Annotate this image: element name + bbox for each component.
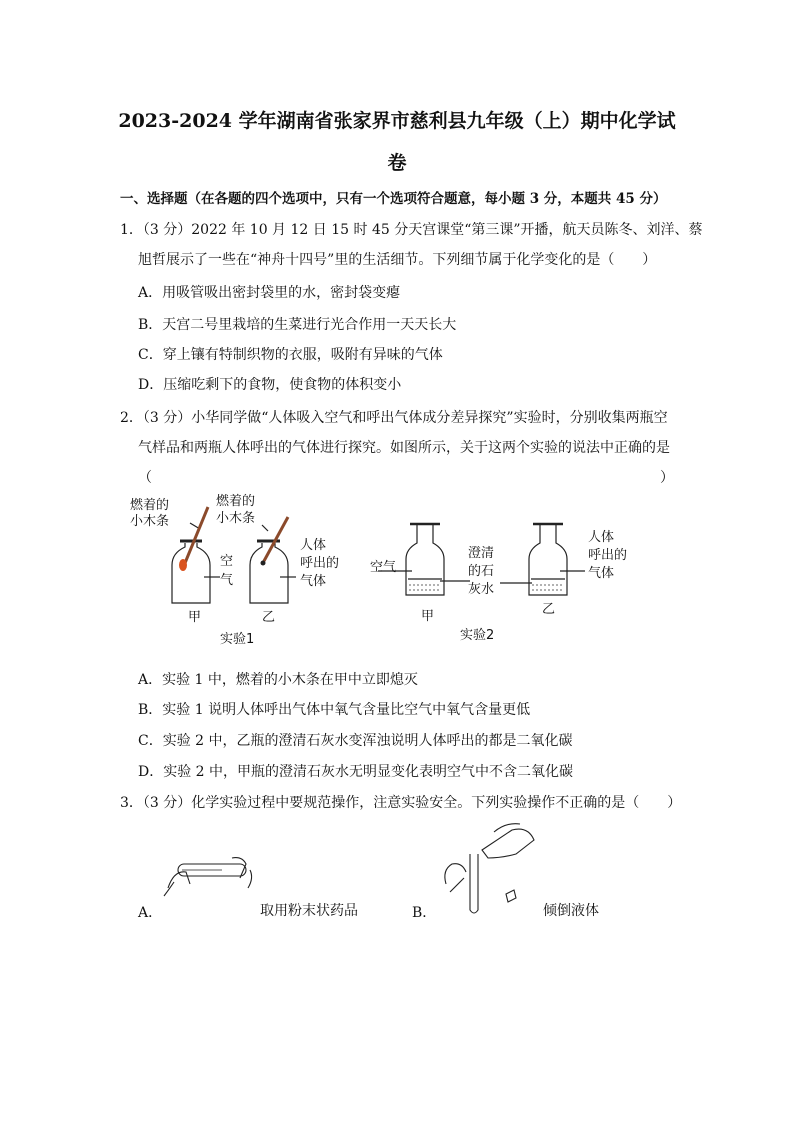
q3-stem: 3．（3 分）化学实验过程中要规范操作，注意实验安全。下列实验操作不正确的是（ ） — [120, 795, 682, 811]
page-title-line1: 2023-2024 学年湖南省张家界市慈利县九年级（上）期中化学试 — [118, 110, 676, 132]
exp2-air: 空气 — [370, 560, 397, 575]
q1-option-a: A．用吸管吸出密封袋里的水，密封袋变瘪 — [138, 285, 401, 301]
exp2-bottle-b: 乙 — [542, 602, 556, 617]
exp1-caption: 实验1 — [220, 632, 255, 647]
exp2-lime-a: 澄清 — [468, 546, 495, 561]
q2-stem-line1: 2．（3 分）小华同学做“人体吸入空气和呼出气体成分差异探究”实验时，分别收集两瓶空 — [120, 410, 668, 426]
exp1-exhaled-b: 呼出的 — [300, 556, 340, 571]
exp1-exhaled-c: 气体 — [300, 574, 327, 589]
exp1-air-b: 气 — [220, 573, 234, 588]
exp2-exhaled-a: 人体 — [588, 530, 615, 545]
exp1-stick-label2-a: 燃着的 — [216, 494, 256, 509]
q2-figure — [130, 495, 650, 650]
q2-paren-left: （ — [138, 470, 152, 486]
q2-option-c: C．实验 2 中，乙瓶的澄清石灰水变浑浊说明人体呼出的都是二氧化碳 — [138, 733, 573, 749]
exp1-stick-label-b: 小木条 — [130, 514, 170, 529]
q1-option-c: C．穿上镶有特制织物的衣服，吸附有异味的气体 — [138, 347, 443, 363]
q3-option-a-illustration — [160, 848, 260, 898]
exp2-caption: 实验2 — [460, 628, 495, 643]
section-heading: 一、选择题（在各题的四个选项中，只有一个选项符合题意，每小题 3 分，本题共 45 分） — [120, 191, 667, 207]
q2-option-d: D．实验 2 中，甲瓶的澄清石灰水无明显变化表明空气中不含二氧化碳 — [138, 764, 574, 780]
exp1-stick-label-a: 燃着的 — [130, 498, 170, 513]
exp2-lime-b: 的石 — [468, 564, 495, 579]
exp2-lime-c: 灰水 — [468, 582, 495, 597]
q2-option-b: B．实验 1 说明人体呼出气体中氧气含量比空气中氧气含量更低 — [138, 702, 531, 718]
q2-stem-line2: 气样品和两瓶人体呼出的气体进行探究。如图所示，关于这两个实验的说法中正确的是 — [138, 440, 670, 456]
q1-stem-line2: 旭哲展示了一些在“神舟十四号”里的生活细节。下列细节属于化学变化的是（ ） — [138, 252, 657, 268]
q1-option-b: B．天宫二号里栽培的生菜进行光合作用一天天长大 — [138, 317, 457, 333]
exp1-exhaled-a: 人体 — [300, 538, 327, 553]
q3-option-b-letter: B． — [412, 905, 437, 921]
q3-option-a-letter: A． — [138, 905, 163, 921]
exp2-exhaled-c: 气体 — [588, 566, 615, 581]
exp2-bottle-a: 甲 — [421, 609, 435, 624]
exp1-air-a: 空 — [220, 554, 234, 569]
page-title-line2: 卷 — [387, 152, 407, 174]
q2-option-a: A．实验 1 中，燃着的小木条在甲中立即熄灭 — [138, 672, 418, 688]
exp1-bottle-b: 乙 — [262, 610, 276, 625]
q1-stem-line1: 1．（3 分）2022 年 10 月 12 日 15 时 45 分天宫课堂“第三课”开播，航天员陈冬、刘洋、蔡 — [120, 222, 703, 238]
exp1-bottle-a: 甲 — [188, 610, 202, 625]
q3-option-b-text: 倾倒液体 — [543, 903, 599, 919]
exp1-stick-label2-b: 小木条 — [216, 511, 256, 526]
exp2-exhaled-b: 呼出的 — [588, 548, 628, 563]
q3-option-b-illustration — [436, 818, 546, 918]
q2-paren-right: ） — [660, 470, 674, 486]
q1-option-d: D．压缩吃剩下的食物，使食物的体积变小 — [138, 377, 402, 393]
q3-option-a-text: 取用粉末状药品 — [260, 903, 358, 919]
